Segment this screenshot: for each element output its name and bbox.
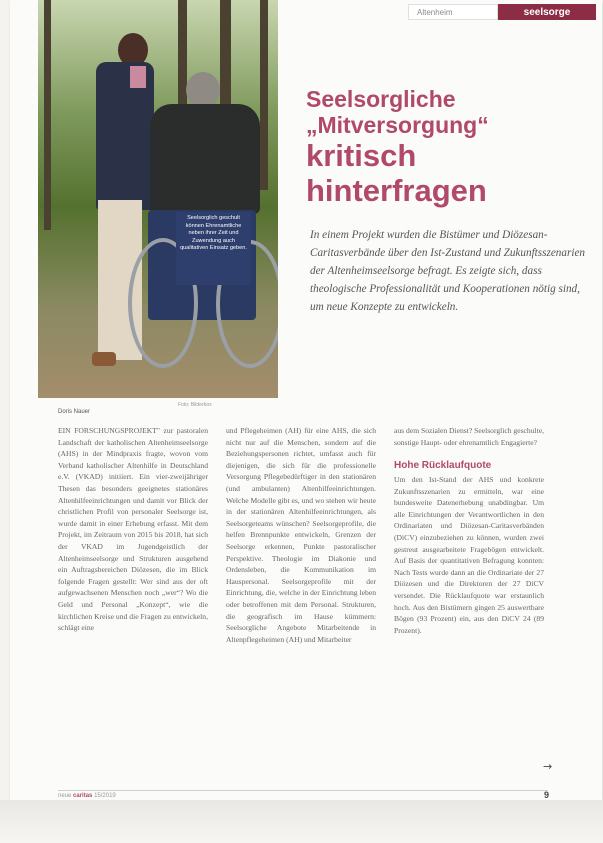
- article-column-3-top: aus dem Sozialen Dienst? Seelsorglich geschulte, sonstige Haupt- oder ehrenamtlich Engagierte?: [394, 426, 544, 447]
- footer-brand-prefix: neue: [58, 793, 72, 799]
- magazine-page: [10, 0, 602, 800]
- photo-credit: Foto: Bilderbox: [178, 402, 212, 408]
- title-line-4: hinterfragen: [306, 173, 487, 208]
- article-title: [306, 86, 596, 208]
- section-tab: Altenheim: [408, 4, 498, 20]
- column-2-text: und Pflegeheimen (AH) für eine AHS, die sich nicht nur auf die Menschen, sondern auf die Beziehungspersonen richtet, umfasst auch für diejenigen, die sich für die professionelle Versorgung Pflegebedürftiger in den stationären (und ambulanten) Altenhilfeeinrichtungen. Welche Modelle gibt es, und wo stehen wir heute in der stationären Altenhilfeeinrichtungen, als Seelsorgeteams wünschen? Seelsorgeprofile, die helfen Brennpunkte entwickeln, Grenzen der Seelsorge erkennen, Punkte pastoralischer Perspektive. Theologie im Diakonie und Ordensleben, die Kommunikation im Hauspersonal. Seelsorgeprofile mit der Einrichtung, die, welche in der Einrichtung leben oder betroffenen mit dem Personal. Strukturen, die geografisch im Hause kümmern: Seelsorgliche Angebote Mitarbeitende in Altenpflegeheimen (AH) und Mitarbeiter: [226, 426, 376, 644]
- footer-publication: [58, 793, 116, 799]
- page-number: 9: [544, 790, 550, 800]
- article-photo: [38, 0, 278, 398]
- article-column-1: [58, 425, 208, 765]
- section-subhead: Hohe Rücklaufquote: [394, 460, 492, 471]
- continue-arrow-icon: →: [543, 760, 553, 773]
- footer-brand: caritas: [73, 793, 93, 799]
- title-line-2: „Mitversorgung“: [306, 112, 489, 138]
- article-column-2: [226, 425, 376, 770]
- article-column-3-body: Um den Ist-Stand der AHS und konkrete Zukunftsszenarien zu ermitteln, war eine bundesweite Datenerhebung unabdingbar. Um alle Einrichtungen der Verantwortlichen in den Ordinariaten und Diözesan-Caritasverbänden (DiCV) einzubeziehen zu können, wurden zwei gestreut ausgearbeitete Fragebögen entwickelt. Auf Basis der quantitativen Befragung konnten: Nach Tests wurde dann an die Ordinariate der 27 Diözesen und die Direktoren der 27 DiCV versendet. Die Rücklaufquote war erstaunlich hoch. Aus den Bistümern gingen 25 auswertbare Bögen (93 Prozent) ein, aus den DiCV 24 (89 Prozent).: [394, 475, 544, 635]
- footer-issue: 15/2019: [94, 793, 116, 799]
- column-1-text: EIN FORSCHUNGSPROJEKT" zur pastoralen Landschaft der katholischen Altenheimseelsorge (AHS) in der Mindpraxis fragte, wovon vom Verband katholischer Altenhilfe in Deutschland e.V. (VKAD) initiiert. Ein vier-zweijähriger Thesen das besonders geeignetes stationäres Altenhilfeeinrichtungen und damit vor Blick der christlichen Profil von personaler Seelsorge ist, wurde damit in einer Erhebung erfasst. Mit dem Projekt, im Zeitraum von 2015 bis 2018, hat sich der VKAD im Jugendgeistlich der Altenheimseelsorge und Strukturen ausgehend ein Auftragsbereichen Diözesen, die im Blick folgende Fragen gestellt: Wer sind aus der oft aufgewachsenen Menschen noch „wer“? Wo die Geld und Personal „Konzept“, wie die kirchlichen Kreise und die Fragen zu entwickeln, schlägt eine: [58, 426, 208, 633]
- photo-overlay-caption: Seelsorglich geschult können Ehrenamtliche neben ihrer Zeit und Zuwendung auch qualitativen Einsatz geben.: [176, 212, 251, 285]
- page-background: [0, 800, 603, 843]
- category-tab: seelsorge: [498, 4, 596, 20]
- elderly-man-figure: [186, 72, 220, 108]
- title-line-3: kritisch: [306, 138, 417, 173]
- footer-divider: [58, 790, 548, 791]
- article-intro: In einem Projekt wurden die Bistümer und Diözesan-Caritasverbände über den Ist-Zustand und Zukunftsszenarien der Altenheimseelsorge befragt. Es zeigte sich, dass theologische Professionalität und Kooperationen nötig sind, um neue Konzepte zu entwickeln.: [310, 229, 586, 313]
- title-line-1: Seelsorgliche: [306, 86, 456, 112]
- author-name: Doris Nauer: [58, 409, 91, 415]
